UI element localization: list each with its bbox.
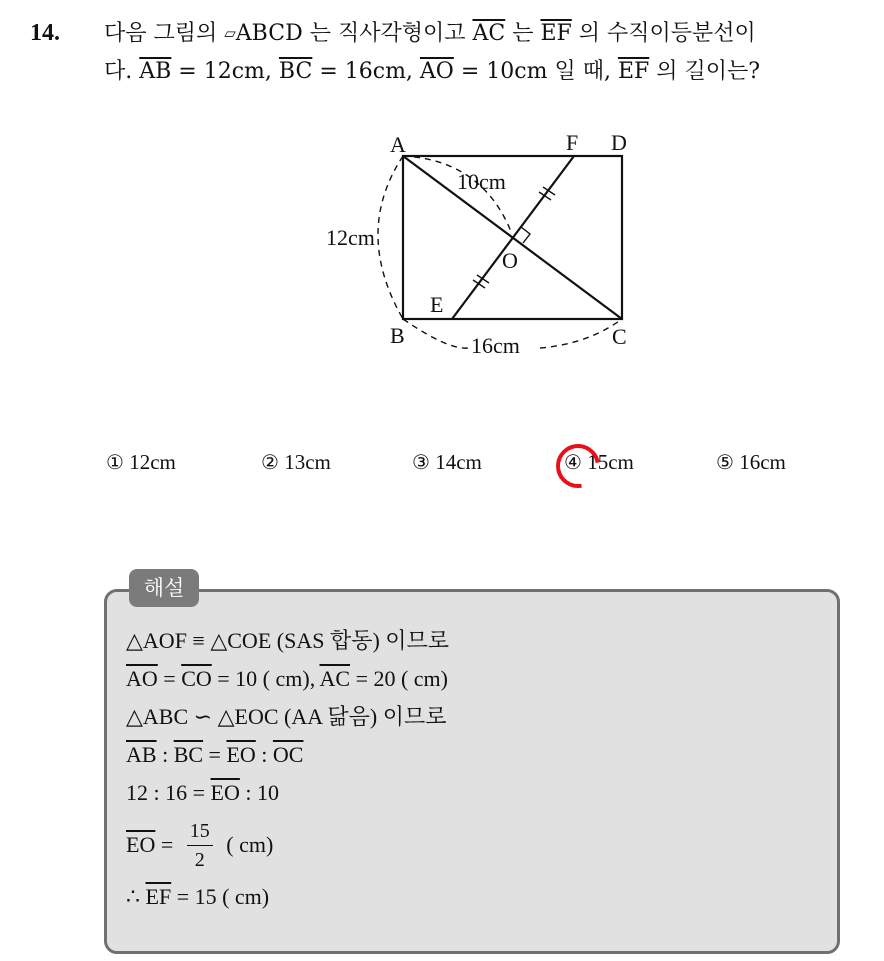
- arc-ab-dashed: [378, 156, 403, 319]
- text-segment: 의 수직이등분선이: [571, 21, 756, 46]
- segment-ab: $\overline{AB}$: [139, 59, 172, 84]
- segment-bc: $\overline{BC}$: [173, 742, 204, 767]
- text-segment: = 20 ( cm): [350, 666, 448, 691]
- parallelogram-icon: ▱: [224, 24, 236, 42]
- label-o: O: [502, 248, 518, 273]
- choice-text: 15cm: [587, 450, 634, 474]
- text-segment: 12 : 16 =: [126, 780, 211, 805]
- segment-ao: $\overline{AO}$: [419, 59, 454, 84]
- choice-1[interactable]: [106, 450, 176, 475]
- text-segment: 다음 그림의: [104, 21, 225, 46]
- label-b: B: [390, 323, 405, 348]
- text-segment: = 16cm,: [312, 59, 420, 84]
- text-segment: =: [155, 832, 179, 857]
- question-line-2: [104, 53, 874, 91]
- choice-2[interactable]: [261, 450, 331, 475]
- right-angle-mark: [521, 227, 530, 243]
- label-ao-length: 10cm: [457, 169, 506, 194]
- label-ab-length: 12cm: [326, 225, 375, 250]
- arc-bc-dashed-right: [540, 319, 622, 348]
- arc-bc-dashed: [403, 319, 468, 348]
- solution-line-1: [126, 622, 826, 660]
- text-segment: : 10: [239, 780, 279, 805]
- answer-choices: [106, 450, 826, 490]
- text-segment: = 15 ( cm): [171, 884, 270, 909]
- choice-number: ①: [106, 450, 124, 474]
- choice-number: ④: [564, 450, 582, 474]
- choice-4[interactable]: [564, 450, 634, 475]
- therefore-symbol: ∴: [126, 884, 146, 909]
- label-c: C: [612, 324, 627, 349]
- answer-circle-mark: [547, 435, 608, 496]
- question-line-1: [104, 14, 874, 53]
- text-segment: =: [157, 666, 182, 691]
- choice-text: 16cm: [739, 450, 786, 474]
- text-segment: :: [156, 742, 174, 767]
- text-segment: △AOF ≡ △COE (SAS 합동) 이므로: [126, 628, 450, 653]
- solution-line-4: [126, 736, 826, 774]
- segment-ao: $\overline{AO}$: [126, 666, 158, 691]
- solution-content: [126, 622, 826, 916]
- choice-text: 13cm: [284, 450, 331, 474]
- text-segment: = 10cm 일 때,: [453, 59, 618, 84]
- text-segment: 다.: [104, 59, 140, 84]
- choice-number: ⑤: [716, 450, 734, 474]
- choice-number: ②: [261, 450, 279, 474]
- text-segment: = 10 ( cm),: [211, 666, 320, 691]
- choice-3[interactable]: [412, 450, 482, 475]
- segment-oc: $\overline{OC}$: [272, 742, 304, 767]
- label-f: F: [566, 130, 579, 155]
- solution-line-6: [126, 812, 826, 878]
- choice-text: 14cm: [435, 450, 482, 474]
- text-segment: 는: [505, 21, 541, 46]
- question-number: 14.: [30, 20, 60, 46]
- fraction: [187, 820, 213, 871]
- text-segment: ABCD 는 직사각형이고: [235, 21, 473, 46]
- segment-ef: $\overline{EF}$: [617, 59, 650, 84]
- segment-ab: $\overline{AB}$: [126, 742, 157, 767]
- choice-5[interactable]: [716, 450, 786, 475]
- segment-ef: $\overline{EF}$: [540, 21, 572, 46]
- fraction-denominator: 2: [194, 848, 205, 871]
- text-segment: ( cm): [220, 832, 274, 857]
- segment-ac: $\overline{AC}$: [319, 666, 351, 691]
- segment-eo: $\overline{EO}$: [126, 832, 156, 857]
- choice-text: 12cm: [129, 450, 176, 474]
- geometry-figure: [318, 122, 648, 372]
- solution-line-3: [126, 698, 826, 736]
- text-segment: :: [255, 742, 273, 767]
- text-segment: △ABC ∽ △EOC (AA 닮음) 이므로: [126, 704, 447, 729]
- text-segment: 의 길이는?: [649, 59, 761, 84]
- solution-tag: 해설: [129, 569, 199, 607]
- text-segment: = 12cm,: [171, 59, 279, 84]
- segment-ef: $\overline{EF}$: [145, 884, 172, 909]
- segment-ac: $\overline{AC}$: [472, 21, 506, 46]
- choice-number-wrap: [564, 450, 582, 475]
- segment-bc: $\overline{BC}$: [278, 59, 313, 84]
- label-a: A: [390, 132, 406, 157]
- label-e: E: [430, 292, 444, 317]
- solution-line-2: [126, 660, 826, 698]
- label-bc-length: 16cm: [471, 333, 520, 358]
- question-text: [104, 14, 874, 91]
- segment-eo: $\overline{EO}$: [210, 780, 240, 805]
- solution-line-5: [126, 774, 826, 812]
- segment-co: $\overline{CO}$: [181, 666, 212, 691]
- label-d: D: [611, 130, 627, 155]
- choice-number: ③: [412, 450, 430, 474]
- fraction-numerator: 15: [187, 820, 213, 846]
- text-segment: =: [203, 742, 227, 767]
- segment-eo: $\overline{EO}$: [226, 742, 256, 767]
- solution-line-7: [126, 878, 826, 916]
